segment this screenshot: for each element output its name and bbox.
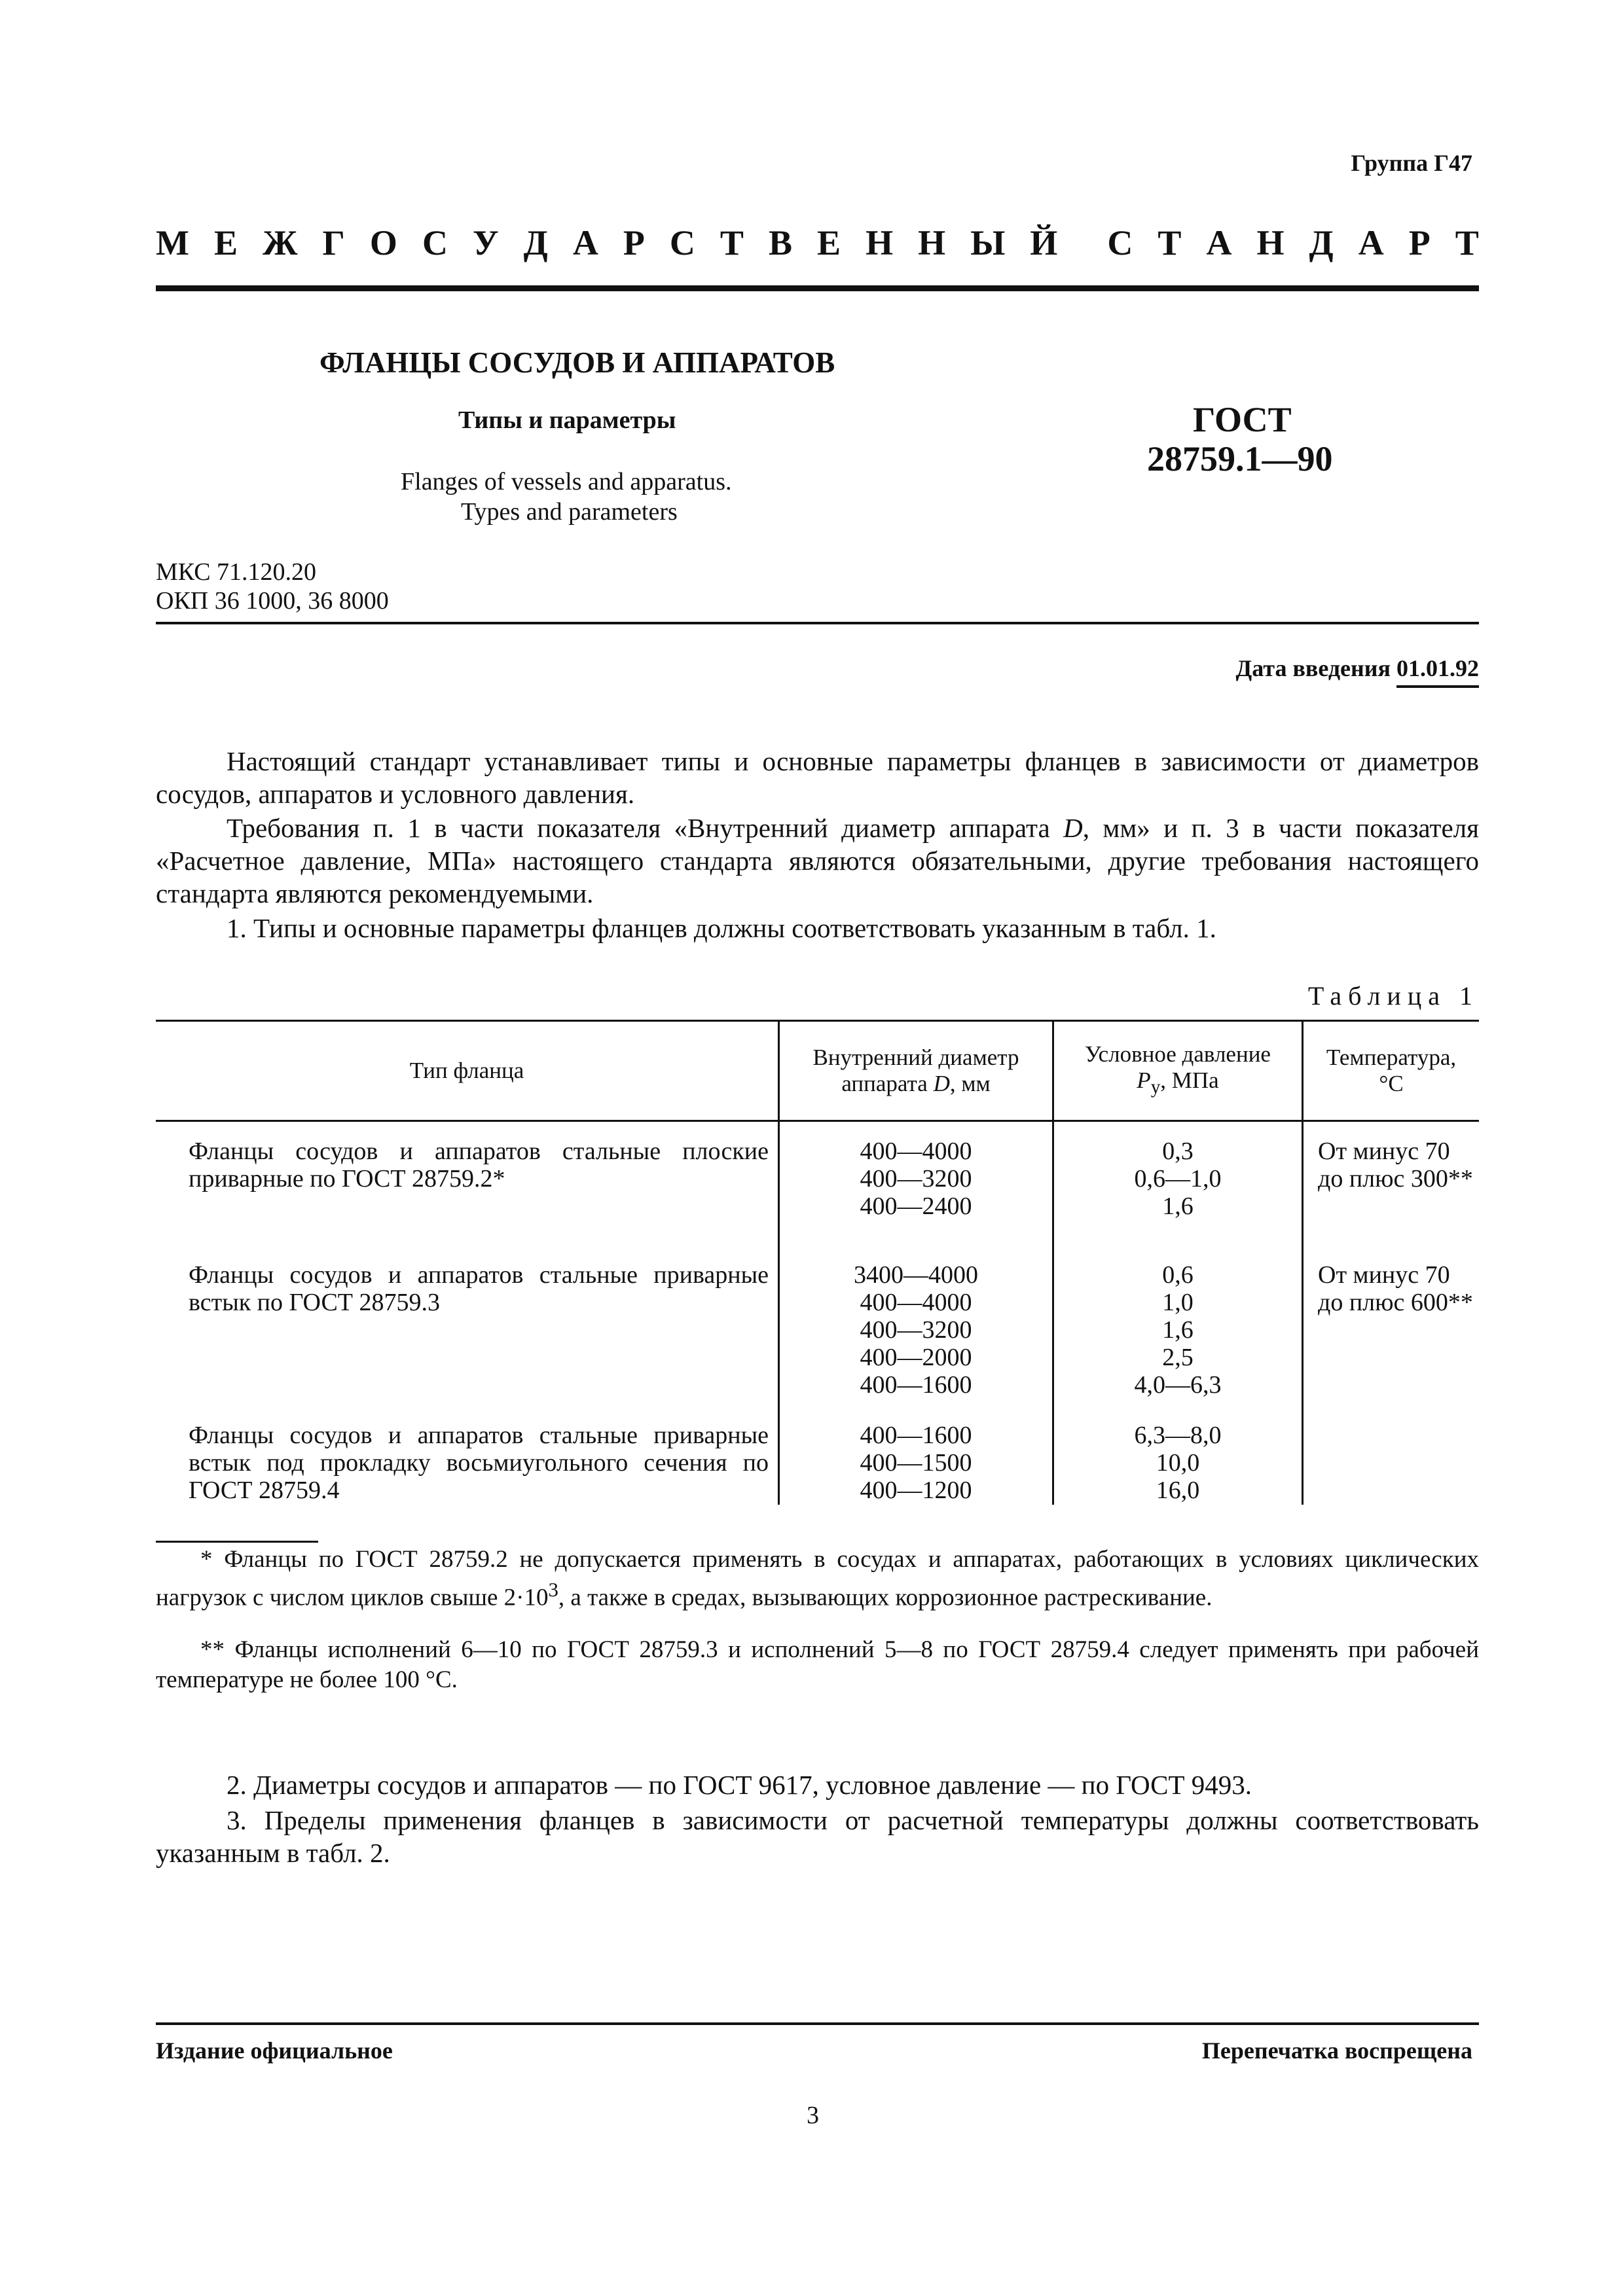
col-header-diameter	[779, 1021, 1053, 1121]
intro-date-label: Дата введения	[1235, 655, 1396, 681]
english-title-line1: Flanges of vessels and apparatus.	[401, 468, 732, 495]
banner-letter: Т	[720, 223, 744, 262]
flange-types-table	[156, 1020, 1479, 1505]
pressure-value: 1,6	[1162, 1316, 1194, 1344]
diameter-value: 400—2400	[860, 1193, 972, 1220]
temperature-cell	[1303, 1248, 1480, 1505]
footnote-1-text-a: * Фланцы по ГОСТ 28759.2 не допускается применять в сосудах и аппаратах, работающих в условиях циклических нагрузок с числом циклов свыше 2·10	[156, 1546, 1479, 1611]
diameter-header-b: аппарата	[841, 1071, 934, 1096]
pressure-value: 10,0	[1156, 1449, 1200, 1477]
temperature-line1: От минус 70	[1318, 1261, 1450, 1289]
codes-rule	[156, 622, 1479, 624]
banner-letter: Д	[1309, 223, 1334, 262]
paragraph-item-3	[156, 1804, 1479, 1869]
header-rule	[156, 285, 1479, 291]
temperature-line1: От минус 70	[1318, 1138, 1450, 1165]
banner-letter: Н	[918, 223, 946, 262]
banner-letter: С	[1107, 223, 1133, 262]
mks-code: МКС 71.120.20	[156, 558, 317, 586]
pressure-value: 1,0	[1162, 1289, 1194, 1316]
pressure-value: 0,6—1,0	[1134, 1165, 1222, 1193]
table-row	[156, 1248, 1479, 1412]
gost-number: 28759.1—90	[1147, 439, 1333, 478]
footer-rule	[156, 2022, 1479, 2025]
pressure-value: 4,0—6,3	[1134, 1371, 1222, 1399]
document-title: ФЛАНЦЫ СОСУДОВ И АППАРАТОВ	[319, 346, 835, 379]
banner-letter: Р	[1408, 223, 1431, 262]
temperature-line2: до плюс 600**	[1318, 1289, 1473, 1316]
banner-letter: С	[669, 223, 695, 262]
footnote-1-superscript: 3	[548, 1579, 558, 1601]
banner-letter: Н	[1256, 223, 1285, 262]
okp-code: ОКП 36 1000, 36 8000	[156, 587, 389, 615]
group-code: Группа Г47	[1351, 150, 1472, 176]
intro-date-value: 01.01.92	[1396, 655, 1479, 688]
page-number: 3	[807, 2102, 819, 2129]
banner-letter: Т	[1455, 223, 1479, 262]
diameter-cell	[779, 1248, 1053, 1412]
footer-official-edition: Издание официальное	[156, 2037, 393, 2064]
banner-letter: Ы	[970, 223, 1006, 262]
banner-letter: М	[156, 223, 189, 262]
document-subtitle: Типы и параметры	[458, 406, 676, 434]
diameter-value: 400—1200	[860, 1477, 972, 1504]
pressure-value: 2,5	[1162, 1344, 1194, 1371]
banner-letter: Ж	[263, 223, 298, 262]
diameter-value: 400—3200	[860, 1316, 972, 1344]
p2-symbol-d: D	[1063, 813, 1083, 843]
banner-letter: Й	[1030, 223, 1058, 262]
banner-letter: О	[369, 223, 397, 262]
pressure-value: 0,6	[1162, 1261, 1194, 1289]
pressure-value: 1,6	[1162, 1193, 1194, 1220]
table-row	[156, 1121, 1479, 1249]
diameter-header-a: Внутренний диаметр	[812, 1045, 1019, 1070]
col-header-type: Тип фланца	[156, 1021, 779, 1121]
banner-letter: Е	[817, 223, 841, 262]
pressure-value: 0,3	[1162, 1138, 1194, 1165]
flange-type-cell: Фланцы сосудов и аппаратов стальные приварные встык под прокладку восьмиугольного сечения по ГОСТ 28759.4	[189, 1422, 769, 1504]
footer-reprint-notice: Перепечатка воспрещена	[1201, 2037, 1472, 2064]
item-2-text: 2. Диаметры сосудов и аппаратов — по ГОСТ 9617, условное давление — по ГОСТ 9493.	[227, 1770, 1252, 1800]
standard-banner	[156, 223, 1479, 263]
banner-letter: А	[572, 223, 598, 262]
banner-letter: В	[768, 223, 793, 262]
pressure-subscript: y	[1150, 1077, 1161, 1098]
diameter-value: 3400—4000	[854, 1261, 978, 1289]
footnote-1-text-b: , а также в средах, вызывающих коррозионное растрескивание.	[558, 1584, 1213, 1611]
banner-letter: Р	[623, 223, 645, 262]
diameter-value: 400—1500	[860, 1449, 972, 1477]
temperature-line2: до плюс 300**	[1318, 1165, 1473, 1193]
paragraph-scope-text: Настоящий стандарт устанавливает типы и основные параметры фланцев в зависимости от диаметров сосудов, аппаратов и условного давления.	[156, 746, 1479, 809]
banner-letter: У	[472, 223, 499, 262]
footnote-1	[156, 1545, 1479, 1613]
banner-letter: А	[1206, 223, 1232, 262]
col-header-temperature: Температура, °С	[1303, 1021, 1480, 1121]
pressure-unit: , МПа	[1160, 1067, 1219, 1093]
english-title-line2: Types and parameters	[461, 498, 678, 526]
flange-type-cell: Фланцы сосудов и аппаратов стальные приварные встык по ГОСТ 28759.3	[189, 1261, 769, 1316]
banner-letter: А	[1358, 223, 1384, 262]
flange-type-cell: Фланцы сосудов и аппаратов стальные плоские приварные по ГОСТ 28759.2*	[189, 1138, 769, 1193]
paragraph-scope	[156, 745, 1479, 810]
temperature-cell	[1303, 1121, 1480, 1249]
table-row	[156, 1412, 1479, 1505]
item-1-text: 1. Типы и основные параметры фланцев должны соответствовать указанным в табл. 1.	[227, 913, 1216, 943]
gost-label: ГОСТ	[1193, 400, 1292, 439]
pressure-cell	[1053, 1412, 1303, 1505]
diameter-value: 400—4000	[860, 1289, 972, 1316]
diameter-cell	[779, 1121, 1053, 1249]
banner-letter: Д	[523, 223, 548, 262]
diameter-value: 400—3200	[860, 1165, 972, 1193]
diameter-cell	[779, 1412, 1053, 1505]
banner-letter: Е	[214, 223, 238, 262]
diameter-value: 400—1600	[860, 1371, 972, 1399]
p2-text-b: , мм» и п. 3 в части показателя «Расчетное давление, МПа» настоящего стандарта являются обязательными, другие требования настоящего стандарта являются рекомендуемыми.	[156, 813, 1479, 908]
table-caption: Таблица 1	[1307, 981, 1479, 1011]
pressure-value: 6,3—8,0	[1134, 1422, 1222, 1449]
diameter-symbol: D	[933, 1071, 950, 1096]
col-header-pressure	[1053, 1021, 1303, 1121]
diameter-value: 400—2000	[860, 1344, 972, 1371]
banner-letter: Т	[1158, 223, 1182, 262]
intro-date	[1236, 655, 1480, 682]
item-3-text: 3. Пределы применения фланцев в зависимости от расчетной температуры должны соответствовать указанным в табл. 2.	[156, 1805, 1479, 1868]
footnote-2	[156, 1635, 1479, 1695]
pressure-symbol: P	[1137, 1067, 1151, 1093]
pressure-header-a: Условное давление	[1085, 1041, 1271, 1067]
banner-letter: Г	[322, 223, 345, 262]
footnote-rule	[156, 1541, 318, 1543]
diameter-value: 400—4000	[860, 1138, 972, 1165]
pressure-cell	[1053, 1121, 1303, 1249]
paragraph-item-1	[156, 912, 1479, 944]
footnote-2-text: ** Фланцы исполнений 6—10 по ГОСТ 28759.3 и исполнений 5—8 по ГОСТ 28759.4 следует применять при рабочей температуре не более 100 °С.	[156, 1636, 1479, 1693]
banner-letter: Н	[866, 223, 894, 262]
pressure-value: 16,0	[1156, 1477, 1200, 1504]
p2-text-a: Требования п. 1 в части показателя «Внутренний диаметр аппарата	[227, 813, 1064, 843]
paragraph-item-2	[156, 1768, 1479, 1801]
pressure-cell	[1053, 1248, 1303, 1412]
paragraph-requirements	[156, 812, 1479, 910]
diameter-unit: , мм	[949, 1071, 991, 1096]
banner-letter: С	[422, 223, 448, 262]
diameter-value: 400—1600	[860, 1422, 972, 1449]
